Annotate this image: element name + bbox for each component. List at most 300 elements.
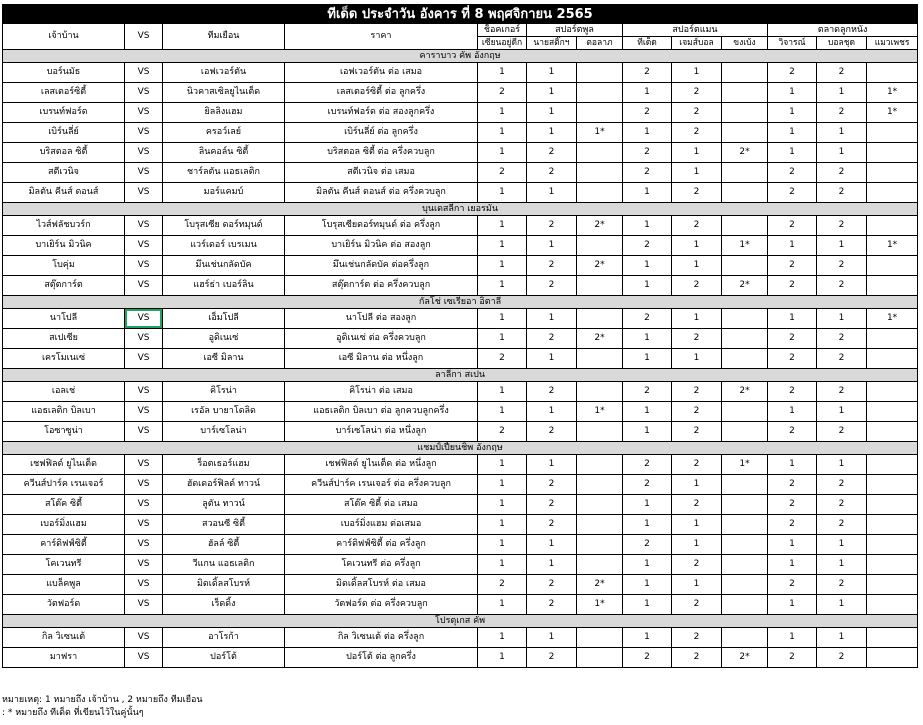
away-team-cell[interactable]: มึนเช่นกลัดบัค (163, 256, 285, 276)
tip-cell[interactable] (577, 83, 623, 103)
tip-cell[interactable]: 1* (867, 236, 918, 256)
tip-cell[interactable] (577, 628, 623, 648)
away-team-cell[interactable]: บาร์เซโลน่า (163, 422, 285, 442)
tip-cell[interactable]: 2 (478, 163, 527, 183)
home-team-cell[interactable]: เลสเตอร์ซิตี้ (3, 83, 125, 103)
tip-cell[interactable] (867, 163, 918, 183)
price-cell[interactable]: เลสเตอร์ซิตี้ ต่อ ลูกครึ่ง (285, 83, 478, 103)
tip-cell[interactable]: 1 (478, 256, 527, 276)
price-cell[interactable]: ควีนส์ปาร์ค เรนเจอร์ ต่อ ครึ่งควบลูก (285, 475, 478, 495)
tip-cell[interactable] (577, 515, 623, 535)
tip-cell[interactable]: 1 (527, 535, 577, 555)
tip-cell[interactable]: 2 (817, 382, 867, 402)
tip-cell[interactable]: 2 (623, 382, 672, 402)
tip-cell[interactable]: 2 (672, 216, 722, 236)
away-team-cell[interactable]: ครอว์เลย์ (163, 123, 285, 143)
tip-cell[interactable]: 2 (817, 216, 867, 236)
away-team-cell[interactable]: แฮร์ธ่า เบอร์ลิน (163, 276, 285, 296)
price-cell[interactable]: บริสตอล ซิตี้ ต่อ ครึ่งควบลูก (285, 143, 478, 163)
tip-cell[interactable]: 1 (527, 402, 577, 422)
tip-cell[interactable] (867, 535, 918, 555)
price-cell[interactable]: เชฟฟิลด์ ยูไนเต็ด ต่อ หนึ่งลูก (285, 455, 478, 475)
tip-cell[interactable]: 1 (527, 63, 577, 83)
tip-cell[interactable]: 2 (527, 575, 577, 595)
tip-cell[interactable]: 2 (527, 143, 577, 163)
vs-cell[interactable]: VS (125, 515, 163, 535)
tip-cell[interactable] (867, 555, 918, 575)
price-cell[interactable]: บาเยิร์น มิวนิค ต่อ สองลูก (285, 236, 478, 256)
tip-cell[interactable]: 1 (478, 103, 527, 123)
tip-cell[interactable] (722, 309, 768, 329)
tip-cell[interactable]: 1 (817, 309, 867, 329)
tip-cell[interactable] (722, 475, 768, 495)
tip-cell[interactable] (867, 216, 918, 236)
tip-cell[interactable] (722, 402, 768, 422)
home-team-cell[interactable]: ไวส์ฟลัชบวร์ก (3, 216, 125, 236)
tip-cell[interactable]: 1 (478, 309, 527, 329)
tip-cell[interactable]: 2 (527, 276, 577, 296)
away-team-cell[interactable]: เอฟเวอร์ตัน (163, 63, 285, 83)
tip-cell[interactable]: 2 (768, 495, 817, 515)
price-cell[interactable]: สตุ๊ตการ์ต ต่อ ครึ่งควบลูก (285, 276, 478, 296)
tip-cell[interactable]: 2 (768, 163, 817, 183)
tip-cell[interactable]: 1 (817, 535, 867, 555)
vs-cell[interactable]: VS (125, 555, 163, 575)
vs-cell[interactable]: VS (125, 183, 163, 203)
home-team-cell[interactable]: เบอร์มิ่งแฮม (3, 515, 125, 535)
away-team-cell[interactable]: ฮัลล์ ซิตี้ (163, 535, 285, 555)
tip-cell[interactable]: 2 (768, 382, 817, 402)
tip-cell[interactable]: 2 (527, 648, 577, 668)
tip-cell[interactable] (722, 422, 768, 442)
tip-cell[interactable]: 1 (623, 575, 672, 595)
tip-cell[interactable]: 1 (672, 256, 722, 276)
price-cell[interactable]: แอธเลติก บิลเบา ต่อ ลูกควบลูกครึ่ง (285, 402, 478, 422)
tip-cell[interactable]: 1 (623, 329, 672, 349)
vs-cell[interactable]: VS (125, 349, 163, 369)
tip-cell[interactable]: 2 (768, 329, 817, 349)
tip-cell[interactable]: 1 (478, 495, 527, 515)
away-team-cell[interactable]: ลินคอล์น ซิตี้ (163, 143, 285, 163)
tip-cell[interactable]: 1* (867, 83, 918, 103)
tip-cell[interactable] (577, 495, 623, 515)
price-cell[interactable]: โคเวนทรี ต่อ ครึ่งลูก (285, 555, 478, 575)
tip-cell[interactable]: 1 (672, 63, 722, 83)
home-team-cell[interactable]: วัตฟอร์ด (3, 595, 125, 615)
tip-cell[interactable]: 1 (623, 495, 672, 515)
tip-cell[interactable] (722, 329, 768, 349)
tip-cell[interactable]: 2 (817, 103, 867, 123)
away-team-cell[interactable]: คิโรน่า (163, 382, 285, 402)
tip-cell[interactable]: 1 (527, 123, 577, 143)
tip-cell[interactable]: 1 (817, 628, 867, 648)
tip-cell[interactable]: 1 (478, 455, 527, 475)
tip-cell[interactable]: 2 (672, 103, 722, 123)
vs-cell[interactable]: VS (125, 63, 163, 83)
tip-cell[interactable] (722, 123, 768, 143)
away-team-cell[interactable]: เร็ดดิ้ง (163, 595, 285, 615)
home-team-cell[interactable]: แอธเลติก บิลเบา (3, 402, 125, 422)
away-team-cell[interactable]: แวร์เดอร์ เบรเมน (163, 236, 285, 256)
away-team-cell[interactable]: เอซี มิลาน (163, 349, 285, 369)
vs-cell[interactable]: VS (125, 455, 163, 475)
vs-cell[interactable]: VS (125, 535, 163, 555)
tip-cell[interactable] (867, 575, 918, 595)
tip-cell[interactable] (867, 628, 918, 648)
tip-cell[interactable]: 1 (478, 555, 527, 575)
tip-cell[interactable]: 2* (577, 329, 623, 349)
tip-cell[interactable]: 2 (672, 595, 722, 615)
tip-cell[interactable] (722, 575, 768, 595)
price-cell[interactable]: กิล วิเซนเต้ ต่อ ครึ่งลูก (285, 628, 478, 648)
tip-cell[interactable]: 2 (817, 276, 867, 296)
tip-cell[interactable]: 2 (768, 515, 817, 535)
home-team-cell[interactable]: เอลเช่ (3, 382, 125, 402)
tip-cell[interactable]: 1 (768, 555, 817, 575)
tip-cell[interactable] (577, 183, 623, 203)
tip-cell[interactable] (722, 595, 768, 615)
tip-cell[interactable]: 1 (527, 628, 577, 648)
tip-cell[interactable]: 1 (672, 535, 722, 555)
tip-cell[interactable]: 2 (623, 143, 672, 163)
away-team-cell[interactable]: อูดิเนเซ่ (163, 329, 285, 349)
tip-cell[interactable] (722, 103, 768, 123)
tip-cell[interactable]: 1 (672, 143, 722, 163)
tip-cell[interactable]: 2 (768, 276, 817, 296)
tip-cell[interactable]: 1 (768, 309, 817, 329)
tip-cell[interactable]: 1 (527, 455, 577, 475)
tip-cell[interactable]: 1 (478, 143, 527, 163)
vs-cell[interactable]: VS (125, 495, 163, 515)
tip-cell[interactable]: 2 (623, 455, 672, 475)
vs-cell[interactable]: VS (125, 256, 163, 276)
tip-cell[interactable] (577, 422, 623, 442)
tip-cell[interactable]: 2 (672, 183, 722, 203)
tip-cell[interactable]: 1 (768, 628, 817, 648)
tip-cell[interactable] (577, 535, 623, 555)
tip-cell[interactable]: 2 (768, 256, 817, 276)
tip-cell[interactable]: 2 (672, 648, 722, 668)
tip-cell[interactable]: 1 (672, 349, 722, 369)
tip-cell[interactable] (722, 256, 768, 276)
tip-cell[interactable]: 2 (768, 422, 817, 442)
tip-cell[interactable]: 2 (672, 329, 722, 349)
tip-cell[interactable] (577, 555, 623, 575)
tip-cell[interactable]: 1 (623, 123, 672, 143)
price-cell[interactable]: เบอร์มิ่งแฮม ต่อเสมอ (285, 515, 478, 535)
tip-cell[interactable]: 1* (722, 236, 768, 256)
tip-cell[interactable]: 2* (577, 216, 623, 236)
tip-cell[interactable]: 1 (478, 628, 527, 648)
tip-cell[interactable]: 1* (867, 309, 918, 329)
price-cell[interactable]: มึนเช่นกลัดบัค ต่อครึ่งลูก (285, 256, 478, 276)
tip-cell[interactable]: 2 (672, 402, 722, 422)
tip-cell[interactable]: 2 (623, 163, 672, 183)
tip-cell[interactable]: 2 (817, 495, 867, 515)
home-team-cell[interactable]: สตีเวนิจ (3, 163, 125, 183)
tip-cell[interactable]: 1 (478, 402, 527, 422)
vs-cell[interactable]: VS (125, 329, 163, 349)
tip-cell[interactable]: 1 (478, 216, 527, 236)
tip-cell[interactable]: 1 (478, 595, 527, 615)
tip-cell[interactable]: 2 (527, 495, 577, 515)
tip-cell[interactable]: 1 (768, 455, 817, 475)
home-team-cell[interactable]: บอร์นมัธ (3, 63, 125, 83)
price-cell[interactable]: วัตฟอร์ด ต่อ ครึ่งควบลูก (285, 595, 478, 615)
home-team-cell[interactable]: โอซาซูน่า (3, 422, 125, 442)
tip-cell[interactable]: 2 (768, 575, 817, 595)
price-cell[interactable]: บาร์เซโลน่า ต่อ หนึ่งลูก (285, 422, 478, 442)
away-team-cell[interactable]: ชาร์ลตัน แอธเลติก (163, 163, 285, 183)
tip-cell[interactable]: 2 (478, 422, 527, 442)
tip-cell[interactable]: 1* (577, 402, 623, 422)
tip-cell[interactable]: 1 (623, 216, 672, 236)
tip-cell[interactable]: 1 (623, 422, 672, 442)
price-cell[interactable]: เบิร์นลี่ย์ ต่อ ลูกครึ่ง (285, 123, 478, 143)
tip-cell[interactable]: 2 (478, 349, 527, 369)
tip-cell[interactable]: 1 (768, 103, 817, 123)
tip-cell[interactable] (867, 143, 918, 163)
tip-cell[interactable]: 2* (722, 648, 768, 668)
away-team-cell[interactable]: มอร์แคมบ์ (163, 183, 285, 203)
vs-cell[interactable]: VS (125, 422, 163, 442)
tip-cell[interactable]: 1 (623, 349, 672, 369)
tip-cell[interactable]: 1 (478, 648, 527, 668)
tip-cell[interactable]: 1 (817, 143, 867, 163)
tip-cell[interactable]: 2 (817, 163, 867, 183)
away-team-cell[interactable]: ปอร์โต้ (163, 648, 285, 668)
vs-cell[interactable]: VS (125, 402, 163, 422)
tip-cell[interactable]: 2 (817, 349, 867, 369)
tip-cell[interactable] (722, 349, 768, 369)
tip-cell[interactable]: 2 (527, 422, 577, 442)
tip-cell[interactable] (722, 495, 768, 515)
tip-cell[interactable]: 2 (672, 422, 722, 442)
tip-cell[interactable] (722, 163, 768, 183)
tip-cell[interactable]: 2 (817, 329, 867, 349)
tip-cell[interactable]: 2 (527, 256, 577, 276)
tip-cell[interactable]: 1 (478, 535, 527, 555)
tip-cell[interactable]: 2 (623, 535, 672, 555)
tip-cell[interactable]: 1* (867, 103, 918, 123)
tip-cell[interactable]: 2* (722, 276, 768, 296)
tip-cell[interactable] (722, 555, 768, 575)
home-team-cell[interactable]: บริสตอล ซิตี้ (3, 143, 125, 163)
tip-cell[interactable]: 2 (527, 216, 577, 236)
tip-cell[interactable]: 2 (768, 183, 817, 203)
away-team-cell[interactable]: นิวคาสเซิลยูไนเต็ด (163, 83, 285, 103)
price-cell[interactable]: เอฟเวอร์ตัน ต่อ เสมอ (285, 63, 478, 83)
tip-cell[interactable]: 1 (527, 183, 577, 203)
tip-cell[interactable]: 2* (722, 382, 768, 402)
vs-cell[interactable]: VS (125, 143, 163, 163)
tip-cell[interactable] (577, 103, 623, 123)
tip-cell[interactable]: 2 (672, 83, 722, 103)
tip-cell[interactable]: 1 (817, 555, 867, 575)
tip-cell[interactable]: 2 (817, 515, 867, 535)
tip-cell[interactable] (577, 349, 623, 369)
tip-cell[interactable] (577, 236, 623, 256)
tip-cell[interactable] (722, 83, 768, 103)
tip-cell[interactable]: 1 (623, 83, 672, 103)
home-team-cell[interactable]: มาฟรา (3, 648, 125, 668)
tip-cell[interactable] (867, 329, 918, 349)
tip-cell[interactable]: 2 (623, 475, 672, 495)
tip-cell[interactable] (867, 495, 918, 515)
tip-cell[interactable]: 2 (527, 163, 577, 183)
vs-cell[interactable]: VS (125, 475, 163, 495)
price-cell[interactable]: สตีเวนิจ ต่อ เสมอ (285, 163, 478, 183)
vs-cell[interactable]: VS (125, 236, 163, 256)
tip-cell[interactable]: 1 (768, 595, 817, 615)
tip-cell[interactable] (867, 123, 918, 143)
price-cell[interactable]: โบรุสเซียดอร์ทมุนด์ ต่อ ครึ่งลูก (285, 216, 478, 236)
tip-cell[interactable]: 2 (768, 349, 817, 369)
tip-cell[interactable]: 2 (768, 648, 817, 668)
tip-cell[interactable]: 2 (623, 236, 672, 256)
tip-cell[interactable] (577, 648, 623, 668)
tip-cell[interactable]: 1 (478, 329, 527, 349)
home-team-cell[interactable]: เบิร์นลี่ย์ (3, 123, 125, 143)
tip-cell[interactable] (867, 595, 918, 615)
tip-cell[interactable]: 1 (478, 382, 527, 402)
vs-cell[interactable]: VS (125, 628, 163, 648)
tip-cell[interactable] (867, 455, 918, 475)
tip-cell[interactable]: 1 (672, 515, 722, 535)
tip-cell[interactable]: 1* (577, 123, 623, 143)
tip-cell[interactable]: 1 (623, 555, 672, 575)
tip-cell[interactable]: 1 (478, 183, 527, 203)
tip-cell[interactable]: 1 (672, 309, 722, 329)
tip-cell[interactable]: 2 (527, 329, 577, 349)
tip-cell[interactable]: 1 (672, 575, 722, 595)
tip-cell[interactable]: 1 (623, 256, 672, 276)
tip-cell[interactable] (722, 515, 768, 535)
tip-cell[interactable]: 1 (623, 183, 672, 203)
price-cell[interactable]: มิลตัน คีนส์ ดอนส์ ต่อ ครึ่งควบลูก (285, 183, 478, 203)
away-team-cell[interactable]: ยิลลิงแฮม (163, 103, 285, 123)
tip-cell[interactable]: 2 (817, 422, 867, 442)
tip-cell[interactable] (577, 382, 623, 402)
tip-cell[interactable]: 2 (623, 309, 672, 329)
tip-cell[interactable]: 2* (577, 575, 623, 595)
home-team-cell[interactable]: บาเยิร์น มิวนิค (3, 236, 125, 256)
away-team-cell[interactable]: ร็อตเธอร์แฮม (163, 455, 285, 475)
tip-cell[interactable] (577, 309, 623, 329)
price-cell[interactable]: คาร์ดิฟฟ์ซิตี้ ต่อ ครึ่งลูก (285, 535, 478, 555)
price-cell[interactable]: สโต๊ค ซิตี้ ต่อ เสมอ (285, 495, 478, 515)
vs-cell[interactable]: VS (125, 309, 163, 329)
tip-cell[interactable]: 2 (817, 575, 867, 595)
vs-cell[interactable]: VS (125, 382, 163, 402)
home-team-cell[interactable]: ควีนส์ปาร์ค เรนเจอร์ (3, 475, 125, 495)
home-team-cell[interactable]: สโต๊ค ซิตี้ (3, 495, 125, 515)
price-cell[interactable]: มิดเดิ้ลสโบรห์ ต่อ เสมอ (285, 575, 478, 595)
tip-cell[interactable]: 1 (527, 555, 577, 575)
tip-cell[interactable]: 1 (527, 309, 577, 329)
tip-cell[interactable] (867, 276, 918, 296)
tip-cell[interactable]: 2 (623, 648, 672, 668)
tip-cell[interactable]: 1 (768, 143, 817, 163)
home-team-cell[interactable]: สตุ๊ตการ์ต (3, 276, 125, 296)
tip-cell[interactable] (722, 63, 768, 83)
tip-cell[interactable]: 2 (527, 595, 577, 615)
home-team-cell[interactable]: แบล็คพูล (3, 575, 125, 595)
tip-cell[interactable]: 1 (623, 628, 672, 648)
tip-cell[interactable]: 2 (817, 648, 867, 668)
away-team-cell[interactable]: สวอนซี ซิตี้ (163, 515, 285, 535)
tip-cell[interactable]: 2 (768, 475, 817, 495)
home-team-cell[interactable]: สเปเซีย (3, 329, 125, 349)
tip-cell[interactable]: 1 (623, 402, 672, 422)
tip-cell[interactable]: 2 (527, 515, 577, 535)
tip-cell[interactable] (577, 143, 623, 163)
tip-cell[interactable]: 1 (478, 276, 527, 296)
tip-cell[interactable] (867, 183, 918, 203)
away-team-cell[interactable]: ลูตัน ทาวน์ (163, 495, 285, 515)
price-cell[interactable]: นาโปลี ต่อ สองลูก (285, 309, 478, 329)
home-team-cell[interactable]: โคเวนทรี (3, 555, 125, 575)
tip-cell[interactable]: 1 (478, 515, 527, 535)
vs-cell[interactable]: VS (125, 575, 163, 595)
tip-cell[interactable]: 1 (768, 236, 817, 256)
tip-cell[interactable] (867, 63, 918, 83)
vs-cell[interactable]: VS (125, 163, 163, 183)
tip-cell[interactable]: 2 (768, 216, 817, 236)
tip-cell[interactable]: 1 (768, 83, 817, 103)
tip-cell[interactable] (867, 515, 918, 535)
home-team-cell[interactable]: มิลตัน คีนส์ ดอนส์ (3, 183, 125, 203)
home-team-cell[interactable]: เบรนท์ฟอร์ด (3, 103, 125, 123)
tip-cell[interactable] (577, 475, 623, 495)
tip-cell[interactable] (722, 216, 768, 236)
tip-cell[interactable]: 1* (722, 455, 768, 475)
tip-cell[interactable]: 1 (817, 83, 867, 103)
tip-cell[interactable]: 1 (817, 402, 867, 422)
tip-cell[interactable]: 1 (672, 163, 722, 183)
tip-cell[interactable]: 2 (672, 123, 722, 143)
tip-cell[interactable]: 1 (817, 595, 867, 615)
tip-cell[interactable]: 1 (527, 349, 577, 369)
tip-cell[interactable]: 2 (478, 83, 527, 103)
home-team-cell[interactable]: เชฟฟิลด์ ยูไนเต็ด (3, 455, 125, 475)
tip-cell[interactable]: 2 (623, 63, 672, 83)
tip-cell[interactable]: 2 (672, 455, 722, 475)
tip-cell[interactable]: 2* (722, 143, 768, 163)
tip-cell[interactable] (722, 535, 768, 555)
tip-cell[interactable]: 2 (817, 256, 867, 276)
tip-cell[interactable] (577, 163, 623, 183)
away-team-cell[interactable]: อาโรก้า (163, 628, 285, 648)
tip-cell[interactable]: 1 (672, 236, 722, 256)
tip-cell[interactable]: 1 (768, 123, 817, 143)
tip-cell[interactable]: 2 (527, 475, 577, 495)
vs-cell[interactable]: VS (125, 216, 163, 236)
home-team-cell[interactable]: คาร์ดิฟฟ์ซิตี้ (3, 535, 125, 555)
vs-cell[interactable]: VS (125, 123, 163, 143)
tip-cell[interactable]: 2 (817, 63, 867, 83)
tip-cell[interactable]: 2 (672, 555, 722, 575)
vs-cell[interactable]: VS (125, 595, 163, 615)
vs-cell[interactable]: VS (125, 83, 163, 103)
tip-cell[interactable]: 1* (577, 595, 623, 615)
vs-cell[interactable]: VS (125, 648, 163, 668)
tip-cell[interactable]: 1 (623, 595, 672, 615)
tip-cell[interactable] (577, 63, 623, 83)
tip-cell[interactable]: 1 (527, 83, 577, 103)
price-cell[interactable]: เอซี มิลาน ต่อ หนึ่งลูก (285, 349, 478, 369)
tip-cell[interactable]: 2 (527, 382, 577, 402)
